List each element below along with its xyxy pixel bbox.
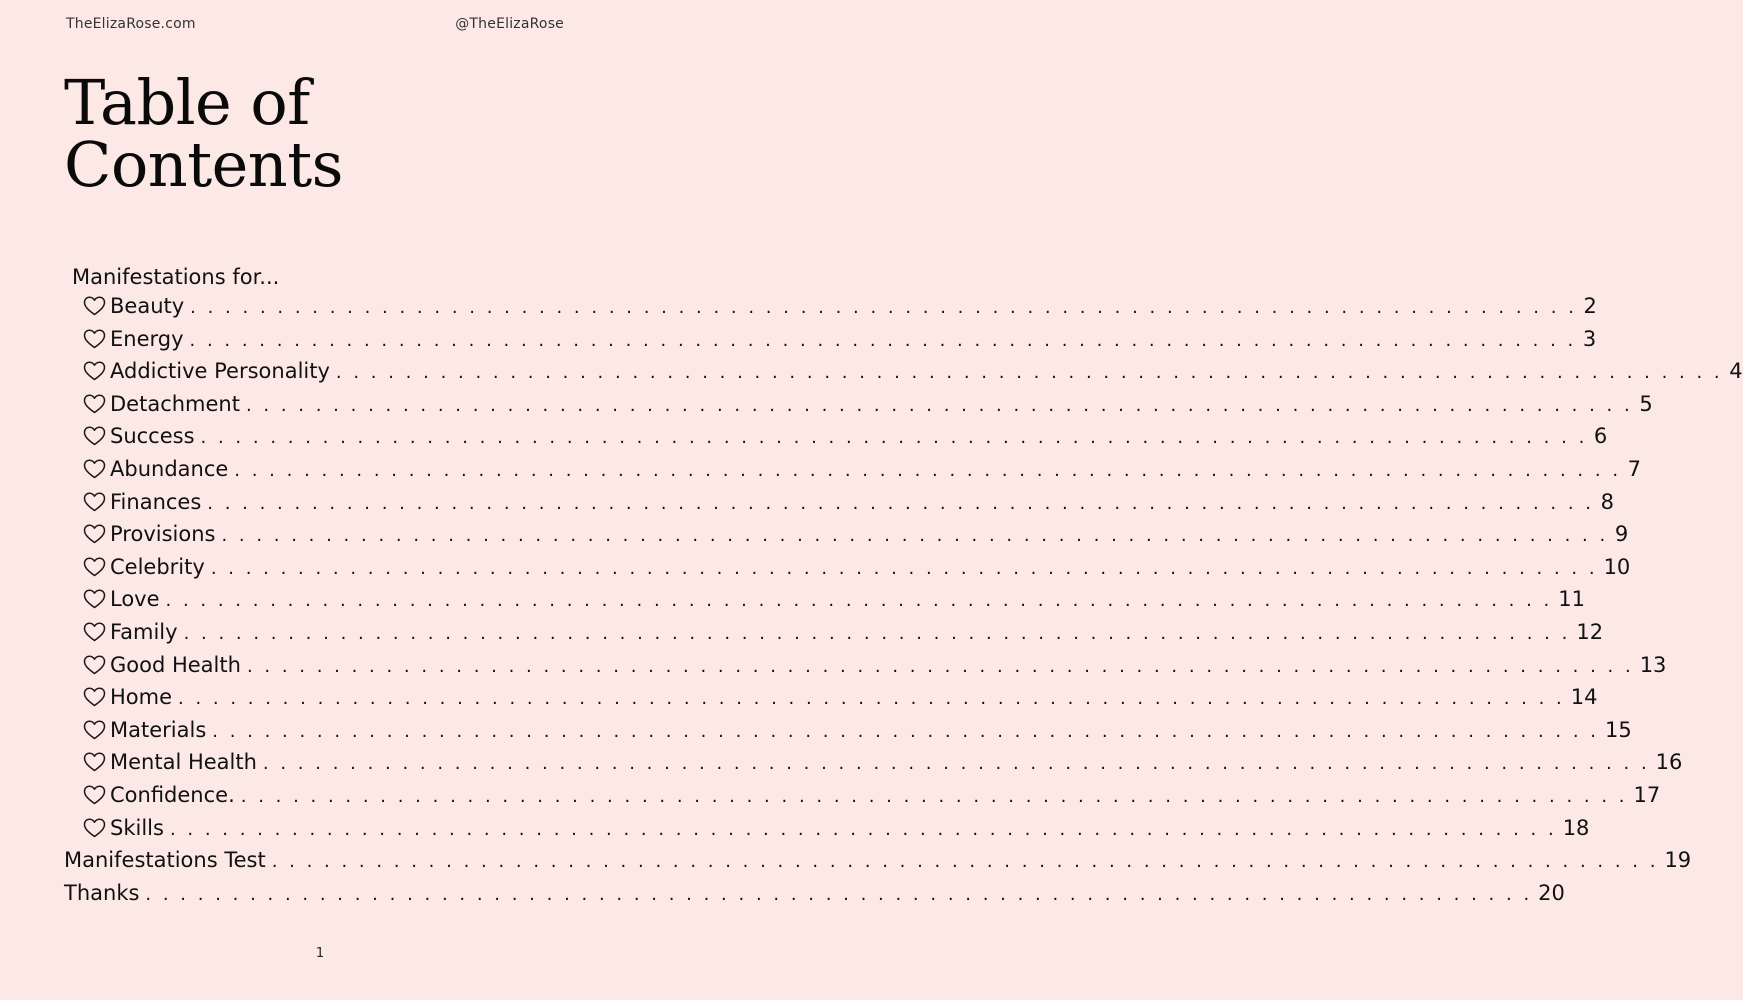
toc-entry[interactable] — [82, 291, 1597, 321]
social-handle[interactable]: @TheElizaRose — [455, 16, 564, 32]
toc-entry-label: Good Health — [110, 652, 241, 677]
site-url[interactable]: TheElizaRose.com — [66, 16, 196, 32]
toc-entry[interactable] — [82, 552, 1631, 582]
heart-icon — [82, 555, 107, 579]
dot-leader: . . . . . . . . . . . . . . . . . . . . . . . . . . . . . . . . . . . . . . . . . . . . . . . . . . . . . . . . . . . . . . . . . . . . . . . . . . . . . . . . — [183, 623, 1571, 644]
toc-entry-page: 2 — [1583, 294, 1597, 318]
toc-entry[interactable] — [82, 487, 1615, 517]
heart-icon — [82, 620, 107, 644]
toc-entry[interactable] — [82, 389, 1653, 419]
toc-entry-label: Finances — [110, 489, 202, 514]
dot-leader: . . . . . . . . . . . . . . . . . . . . . . . . . . . . . . . . . . . . . . . . . . . . . . . . . . . . . . . . . . . . . . . . . . . . . . . . . . . . . . . . — [271, 851, 1659, 873]
toc-entry-page: 10 — [1603, 554, 1631, 579]
toc-entry-page: 13 — [1639, 652, 1667, 677]
toc-entry-page: 15 — [1605, 717, 1632, 742]
dot-leader: . . . . . . . . . . . . . . . . . . . . . . . . . . . . . . . . . . . . . . . . . . . . . . . . . . . . . . . . . . . . . . . . . . . . . . . . . . . . . . . . — [178, 688, 1565, 710]
toc-entry-label: Manifestations Test — [64, 848, 266, 873]
dot-leader: . . . . . . . . . . . . . . . . . . . . . . . . . . . . . . . . . . . . . . . . . . . . . . . . . . . . . . . . . . . . . . . . . . . . . . . . . . . . . . . . — [240, 786, 1628, 807]
toc-entry[interactable] — [82, 650, 1667, 680]
toc-entry[interactable] — [82, 780, 1661, 810]
heart-icon — [82, 457, 107, 481]
toc-entry[interactable] — [82, 324, 1597, 354]
toc-entry-label: Mental Health — [110, 750, 257, 775]
heart-icon — [82, 783, 107, 807]
toc-entry-label: Beauty — [110, 294, 185, 318]
toc-entry-label: Confidence. — [110, 783, 235, 807]
dot-leader: . . . . . . . . . . . . . . . . . . . . . . . . . . . . . . . . . . . . . . . . . . . . . . . . . . . . . . . . . . . . . . . . . . . . . . . . . . . . . . . . — [234, 460, 1622, 481]
dot-leader: . . . . . . . . . . . . . . . . . . . . . . . . . . . . . . . . . . . . . . . . . . . . . . . . . . . . . . . . . . . . . . . . . . . . . . . . . . . . . . . . — [262, 753, 1650, 775]
toc-entry-label: Addictive Personality — [110, 359, 330, 384]
toc-entry-label: Love — [110, 587, 160, 612]
toc-entry-label: Materials — [110, 717, 207, 742]
toc-entry-label: Abundance — [110, 457, 229, 481]
dot-leader: . . . . . . . . . . . . . . . . . . . . . . . . . . . . . . . . . . . . . . . . . . . . . . . . . . . . . . . . . . . . . . . . . . . . . . . . . . . . . . . . — [165, 590, 1553, 612]
toc-entry[interactable] — [82, 747, 1683, 777]
toc-entry-page: 11 — [1558, 587, 1586, 612]
toc-entry-page: 3 — [1582, 326, 1597, 351]
toc-entry[interactable] — [82, 356, 1743, 386]
toc-entry-page: 17 — [1633, 783, 1661, 807]
heart-icon — [82, 327, 107, 351]
toc-entry[interactable] — [82, 454, 1642, 484]
dot-leader: . . . . . . . . . . . . . . . . . . . . . . . . . . . . . . . . . . . . . . . . . . . . . . . . . . . . . . . . . . . . . . . . . . . . . . . . . . . . . . . . — [221, 525, 1609, 547]
toc-entry[interactable] — [82, 584, 1586, 614]
heart-icon — [82, 685, 107, 709]
heart-icon — [82, 490, 107, 514]
toc-entry-page: 14 — [1570, 685, 1598, 710]
dot-leader: . . . . . . . . . . . . . . . . . . . . . . . . . . . . . . . . . . . . . . . . . . . . . . . . . . . . . . . . . . . . . . . . . . . . . . . . . . . . . . . . — [210, 557, 1598, 579]
title-line-1: Table of — [64, 66, 310, 139]
page-number: 1 — [315, 946, 325, 961]
toc-entry-page: 16 — [1655, 750, 1683, 775]
toc-entry-page: 4 — [1729, 359, 1743, 384]
toc-entry-page: 8 — [1600, 489, 1615, 514]
dot-leader: . . . . . . . . . . . . . . . . . . . . . . . . . . . . . . . . . . . . . . . . . . . . . . . . . . . . . . . . . . . . . . . . . . . . . . . . . . . . . . . . — [169, 818, 1557, 840]
toc-entry-page: 5 — [1639, 391, 1653, 416]
toc-entry[interactable] — [82, 715, 1632, 745]
heart-icon — [82, 424, 107, 448]
toc-entry-label: Celebrity — [110, 554, 205, 579]
toc-entry-label: Provisions — [110, 522, 216, 547]
dot-leader: . . . . . . . . . . . . . . . . . . . . . . . . . . . . . . . . . . . . . . . . . . . . . . . . . . . . . . . . . . . . . . . . . . . . . . . . . . . . . . . . — [190, 297, 1577, 318]
toc-entry-manifestations-test[interactable] — [64, 845, 1692, 875]
title-line-2: Contents — [64, 128, 343, 201]
dot-leader: . . . . . . . . . . . . . . . . . . . . . . . . . . . . . . . . . . . . . . . . . . . . . . . . . . . . . . . . . . . . . . . . . . . . . . . . . . . . . . . . — [189, 329, 1577, 351]
toc-entry-label: Energy — [110, 326, 184, 351]
toc-entry-page: 19 — [1664, 848, 1692, 873]
dot-leader: . . . . . . . . . . . . . . . . . . . . . . . . . . . . . . . . . . . . . . . . . . . . . . . . . . . . . . . . . . . . . . . . . . . . . . . . . . . . . . . . — [246, 655, 1634, 677]
toc-entry[interactable] — [82, 519, 1629, 549]
dot-leader: . . . . . . . . . . . . . . . . . . . . . . . . . . . . . . . . . . . . . . . . . . . . . . . . . . . . . . . . . . . . . . . . . . . . . . . . . . . . . . . . — [212, 720, 1600, 742]
toc-entry[interactable] — [82, 682, 1598, 712]
toc-intro: Manifestations for... — [72, 265, 280, 289]
heart-icon — [82, 294, 107, 318]
heart-icon — [82, 816, 107, 840]
heart-icon — [82, 653, 107, 677]
heart-icon — [82, 359, 107, 383]
heart-icon — [82, 392, 107, 416]
heart-icon — [82, 587, 107, 611]
toc-entry[interactable] — [82, 617, 1604, 647]
toc-entry-label: Detachment — [110, 391, 240, 416]
toc-entry-label: Skills — [110, 815, 164, 840]
dot-leader: . . . . . . . . . . . . . . . . . . . . . . . . . . . . . . . . . . . . . . . . . . . . . . . . . . . . . . . . . . . . . . . . . . . . . . . . . . . . . . . . — [145, 883, 1533, 905]
heart-icon — [82, 522, 107, 546]
heart-icon — [82, 718, 107, 742]
toc-entry-page: 6 — [1593, 424, 1608, 449]
toc-entry-label: Success — [110, 424, 195, 449]
toc-entry-label: Thanks — [64, 880, 140, 905]
page-title — [64, 66, 343, 201]
toc-entry-label: Home — [110, 685, 173, 710]
toc-entry-thanks[interactable] — [64, 878, 1565, 908]
dot-leader: . . . . . . . . . . . . . . . . . . . . . . . . . . . . . . . . . . . . . . . . . . . . . . . . . . . . . . . . . . . . . . . . . . . . . . . . . . . . . . . . — [207, 492, 1595, 514]
toc-entry-page: 20 — [1538, 880, 1565, 905]
toc-entry-page: 18 — [1562, 815, 1590, 840]
toc-entry-label: Family — [110, 620, 178, 644]
toc-entry[interactable] — [82, 813, 1590, 843]
dot-leader: . . . . . . . . . . . . . . . . . . . . . . . . . . . . . . . . . . . . . . . . . . . . . . . . . . . . . . . . . . . . . . . . . . . . . . . . . . . . . . . . — [200, 427, 1588, 449]
toc-entry[interactable] — [82, 421, 1608, 451]
dot-leader: . . . . . . . . . . . . . . . . . . . . . . . . . . . . . . . . . . . . . . . . . . . . . . . . . . . . . . . . . . . . . . . . . . . . . . . . . . . . . . . . — [335, 362, 1723, 384]
dot-leader: . . . . . . . . . . . . . . . . . . . . . . . . . . . . . . . . . . . . . . . . . . . . . . . . . . . . . . . . . . . . . . . . . . . . . . . . . . . . . . . . — [245, 394, 1633, 416]
toc-entry-page: 12 — [1576, 620, 1604, 644]
heart-icon — [82, 750, 107, 774]
toc-entry-page: 9 — [1614, 522, 1629, 547]
toc-entry-page: 7 — [1627, 457, 1642, 481]
